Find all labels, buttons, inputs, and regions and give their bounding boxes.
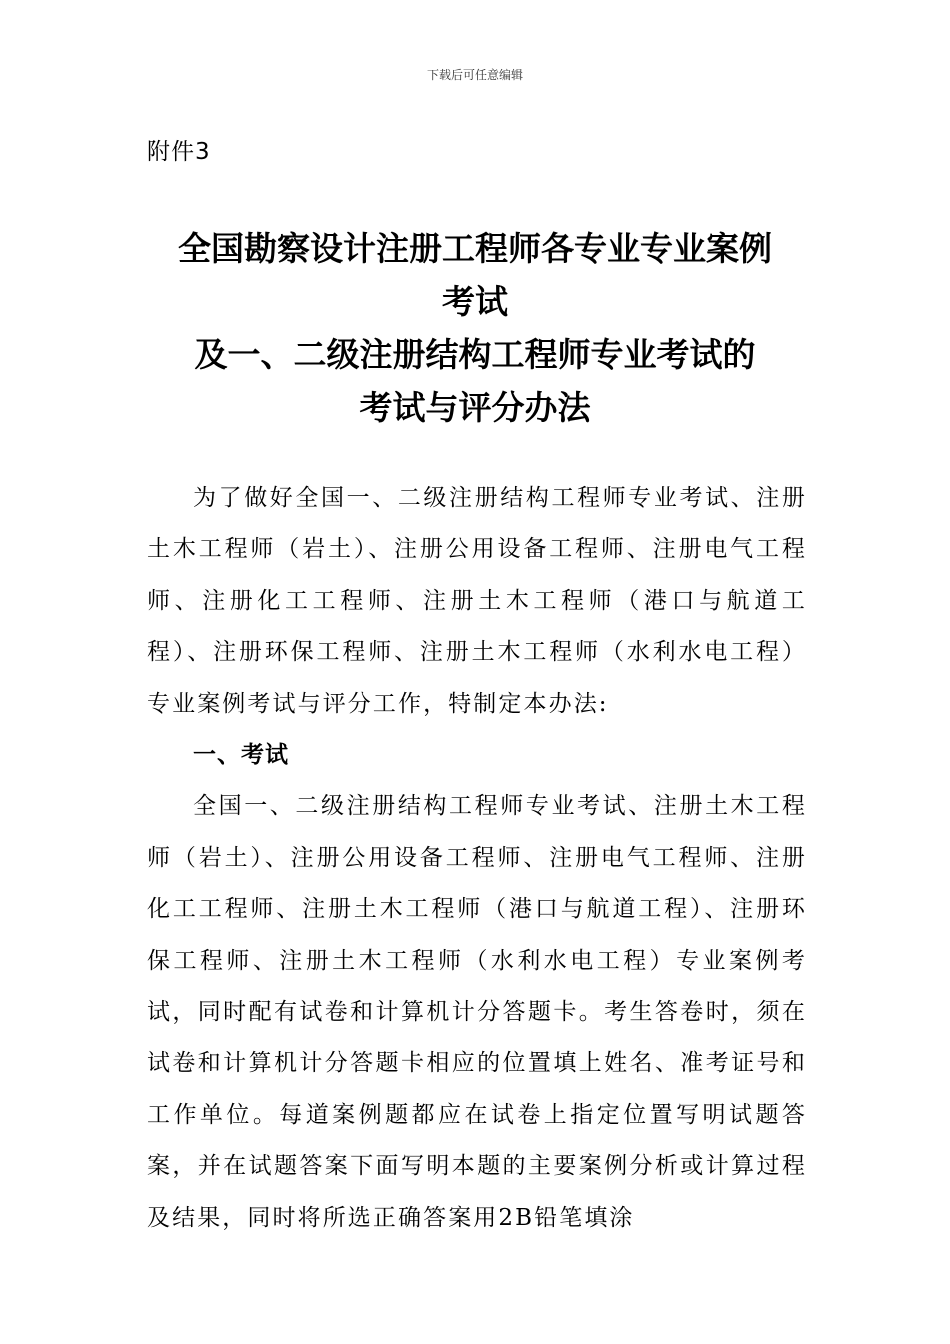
section-heading: 一、考试 <box>193 742 289 769</box>
title-line-2: 考试 <box>442 282 508 321</box>
section-paragraph: 全国一、二级注册结构工程师专业考试、注册土木工程师（岩土）、注册公用设备工程师、注册电气工程师、注册化工工程师、注册土木工程师（港口与航道工程）、注册环保工程师、注册土木工程师（水利水电工程）专业案例考试，同时配有试卷和计算机计分答题卡。考生答卷时，须在试卷和计算机计分答题卡相应的位置填上姓名、准考证号和工作单位。每道案例题都应在试卷上指定位置写明试题答案，并在试题答案下面写明本题的主要案例分析或计算过程及结果，同时将所选正确答案用2B铅笔填涂 <box>147 793 807 1231</box>
attachment-label: 附件3 <box>147 139 211 165</box>
document-title <box>0 222 950 434</box>
title-line-1: 全国勘察设计注册工程师各专业专业案例 <box>178 229 772 268</box>
intro-paragraph: 为了做好全国一、二级注册结构工程师专业考试、注册土木工程师（岩土）、注册公用设备工程师、注册电气工程师、注册化工工程师、注册土木工程师（港口与航道工程）、注册环保工程师、注册土木工程师（水利水电工程）专业案例考试与评分工作，特制定本办法: <box>147 485 807 717</box>
document-body <box>147 473 807 1244</box>
title-line-3: 及一、二级注册结构工程师专业考试的 <box>194 335 756 374</box>
title-line-4: 考试与评分办法 <box>359 388 591 427</box>
header-note: 下载后可任意编辑 <box>426 68 523 82</box>
